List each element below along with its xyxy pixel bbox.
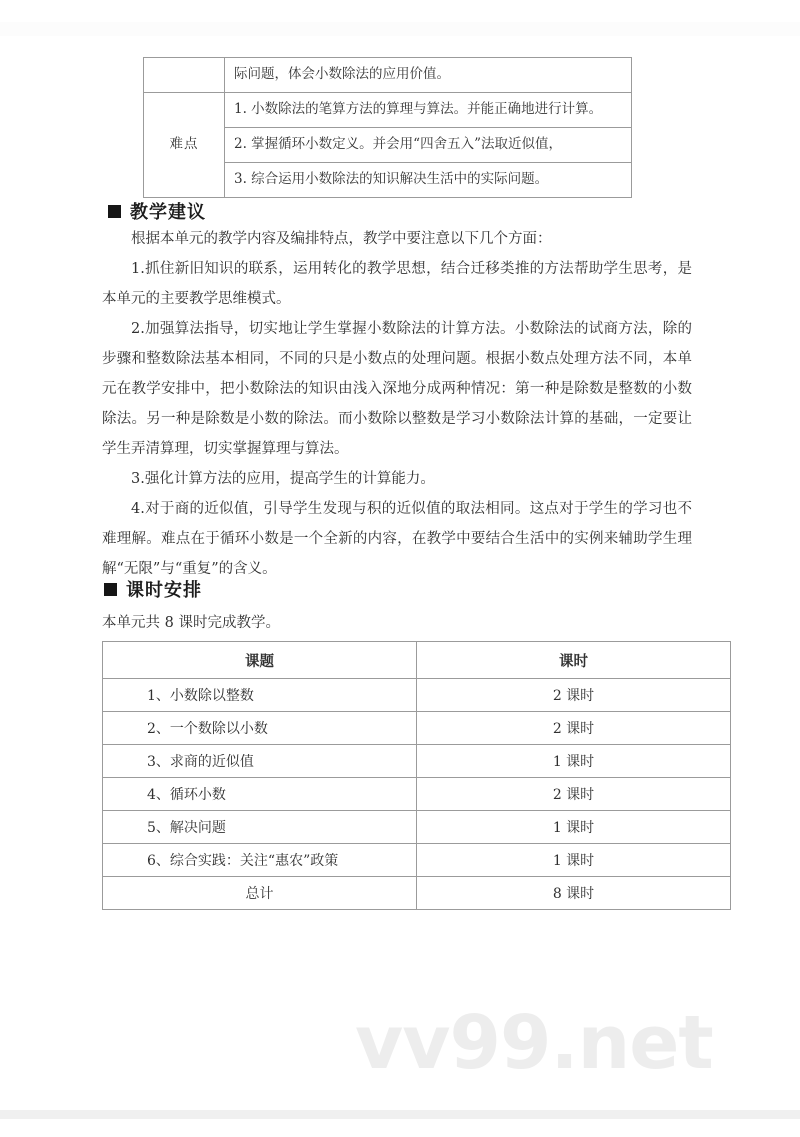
lesson-total-hours: 8 课时 bbox=[417, 877, 731, 910]
table-row-total bbox=[103, 877, 731, 910]
lesson-topic: 5、解决问题 bbox=[103, 811, 417, 844]
section-heading-teaching-suggestions bbox=[108, 198, 206, 224]
section-heading-label: 教学建议 bbox=[130, 202, 206, 223]
table-row bbox=[144, 92, 632, 127]
lesson-hours: 1 课时 bbox=[417, 745, 731, 778]
site-watermark: vv99.net bbox=[355, 1000, 713, 1086]
section-heading-label: 课时安排 bbox=[126, 580, 202, 601]
difficulty-continued-text: 际问题，体会小数除法的应用价值。 bbox=[225, 58, 632, 93]
table-row bbox=[103, 745, 731, 778]
lesson-total-label: 总计 bbox=[103, 877, 417, 910]
lesson-topic: 1、小数除以整数 bbox=[103, 679, 417, 712]
teaching-suggestions-body bbox=[102, 224, 692, 584]
table-row bbox=[103, 844, 731, 877]
paragraph: 2.加强算法指导，切实地让学生掌握小数除法的计算方法。小数除法的试商方法，除的步骤和整数除法基本相同，不同的只是小数点的处理问题。根据小数点处理方法不同，本单元在教学安排中，把小数除法的知识由浅入深地分成两种情况：第一种是除数是整数的小数除法。另一种是除数是小数的除法。而小数除以整数是学习小数除法计算的基础，一定要让学生弄清算理，切实掌握算理与算法。 bbox=[102, 321, 692, 457]
column-header-topic: 课题 bbox=[103, 642, 417, 679]
difficulty-label: 难点 bbox=[144, 92, 225, 197]
lesson-schedule-lead: 本单元共 8 课时完成教学。 bbox=[102, 615, 280, 631]
lesson-hours: 2 课时 bbox=[417, 679, 731, 712]
lesson-hours: 2 课时 bbox=[417, 712, 731, 745]
difficulty-item: 2. 掌握循环小数定义。并会用“四舍五入”法取近似值， bbox=[225, 127, 632, 162]
paragraph: 1.抓住新旧知识的联系，运用转化的教学思想，结合迁移类推的方法帮助学生思考，是本单元的主要教学思维模式。 bbox=[102, 261, 692, 307]
lesson-topic: 4、循环小数 bbox=[103, 778, 417, 811]
table-row bbox=[103, 778, 731, 811]
section-heading-lesson-schedule bbox=[104, 576, 202, 602]
lesson-schedule-table bbox=[102, 641, 731, 910]
lesson-topic: 6、综合实践：关注“惠农”政策 bbox=[103, 844, 417, 877]
table-header-row bbox=[103, 642, 731, 679]
table-row bbox=[103, 679, 731, 712]
difficulty-table bbox=[143, 57, 632, 198]
paragraph: 根据本单元的教学内容及编排特点，教学中要注意以下几个方面： bbox=[131, 231, 552, 247]
lesson-topic: 3、求商的近似值 bbox=[103, 745, 417, 778]
table-row bbox=[144, 58, 632, 93]
difficulty-item: 1. 小数除法的笔算方法的算理与算法。并能正确地进行计算。 bbox=[225, 92, 632, 127]
lesson-hours: 1 课时 bbox=[417, 844, 731, 877]
column-header-hours: 课时 bbox=[417, 642, 731, 679]
table-row bbox=[103, 712, 731, 745]
scan-artifact-bottom bbox=[0, 1110, 800, 1119]
square-bullet-icon bbox=[108, 205, 121, 218]
paragraph: 3.强化计算方法的应用，提高学生的计算能力。 bbox=[131, 471, 435, 487]
difficulty-item: 3. 综合运用小数除法的知识解决生活中的实际问题。 bbox=[225, 162, 632, 197]
table-row bbox=[103, 811, 731, 844]
difficulty-empty-cell bbox=[144, 58, 225, 93]
square-bullet-icon bbox=[104, 583, 117, 596]
paragraph: 4.对于商的近似值，引导学生发现与积的近似值的取法相同。这点对于学生的学习也不难理解。难点在于循环小数是一个全新的内容，在教学中要结合生活中的实例来辅助学生理解“无限”与“重复”的含义。 bbox=[102, 501, 692, 577]
lesson-hours: 1 课时 bbox=[417, 811, 731, 844]
scan-artifact-top bbox=[0, 22, 800, 36]
lesson-topic: 2、一个数除以小数 bbox=[103, 712, 417, 745]
lesson-hours: 2 课时 bbox=[417, 778, 731, 811]
